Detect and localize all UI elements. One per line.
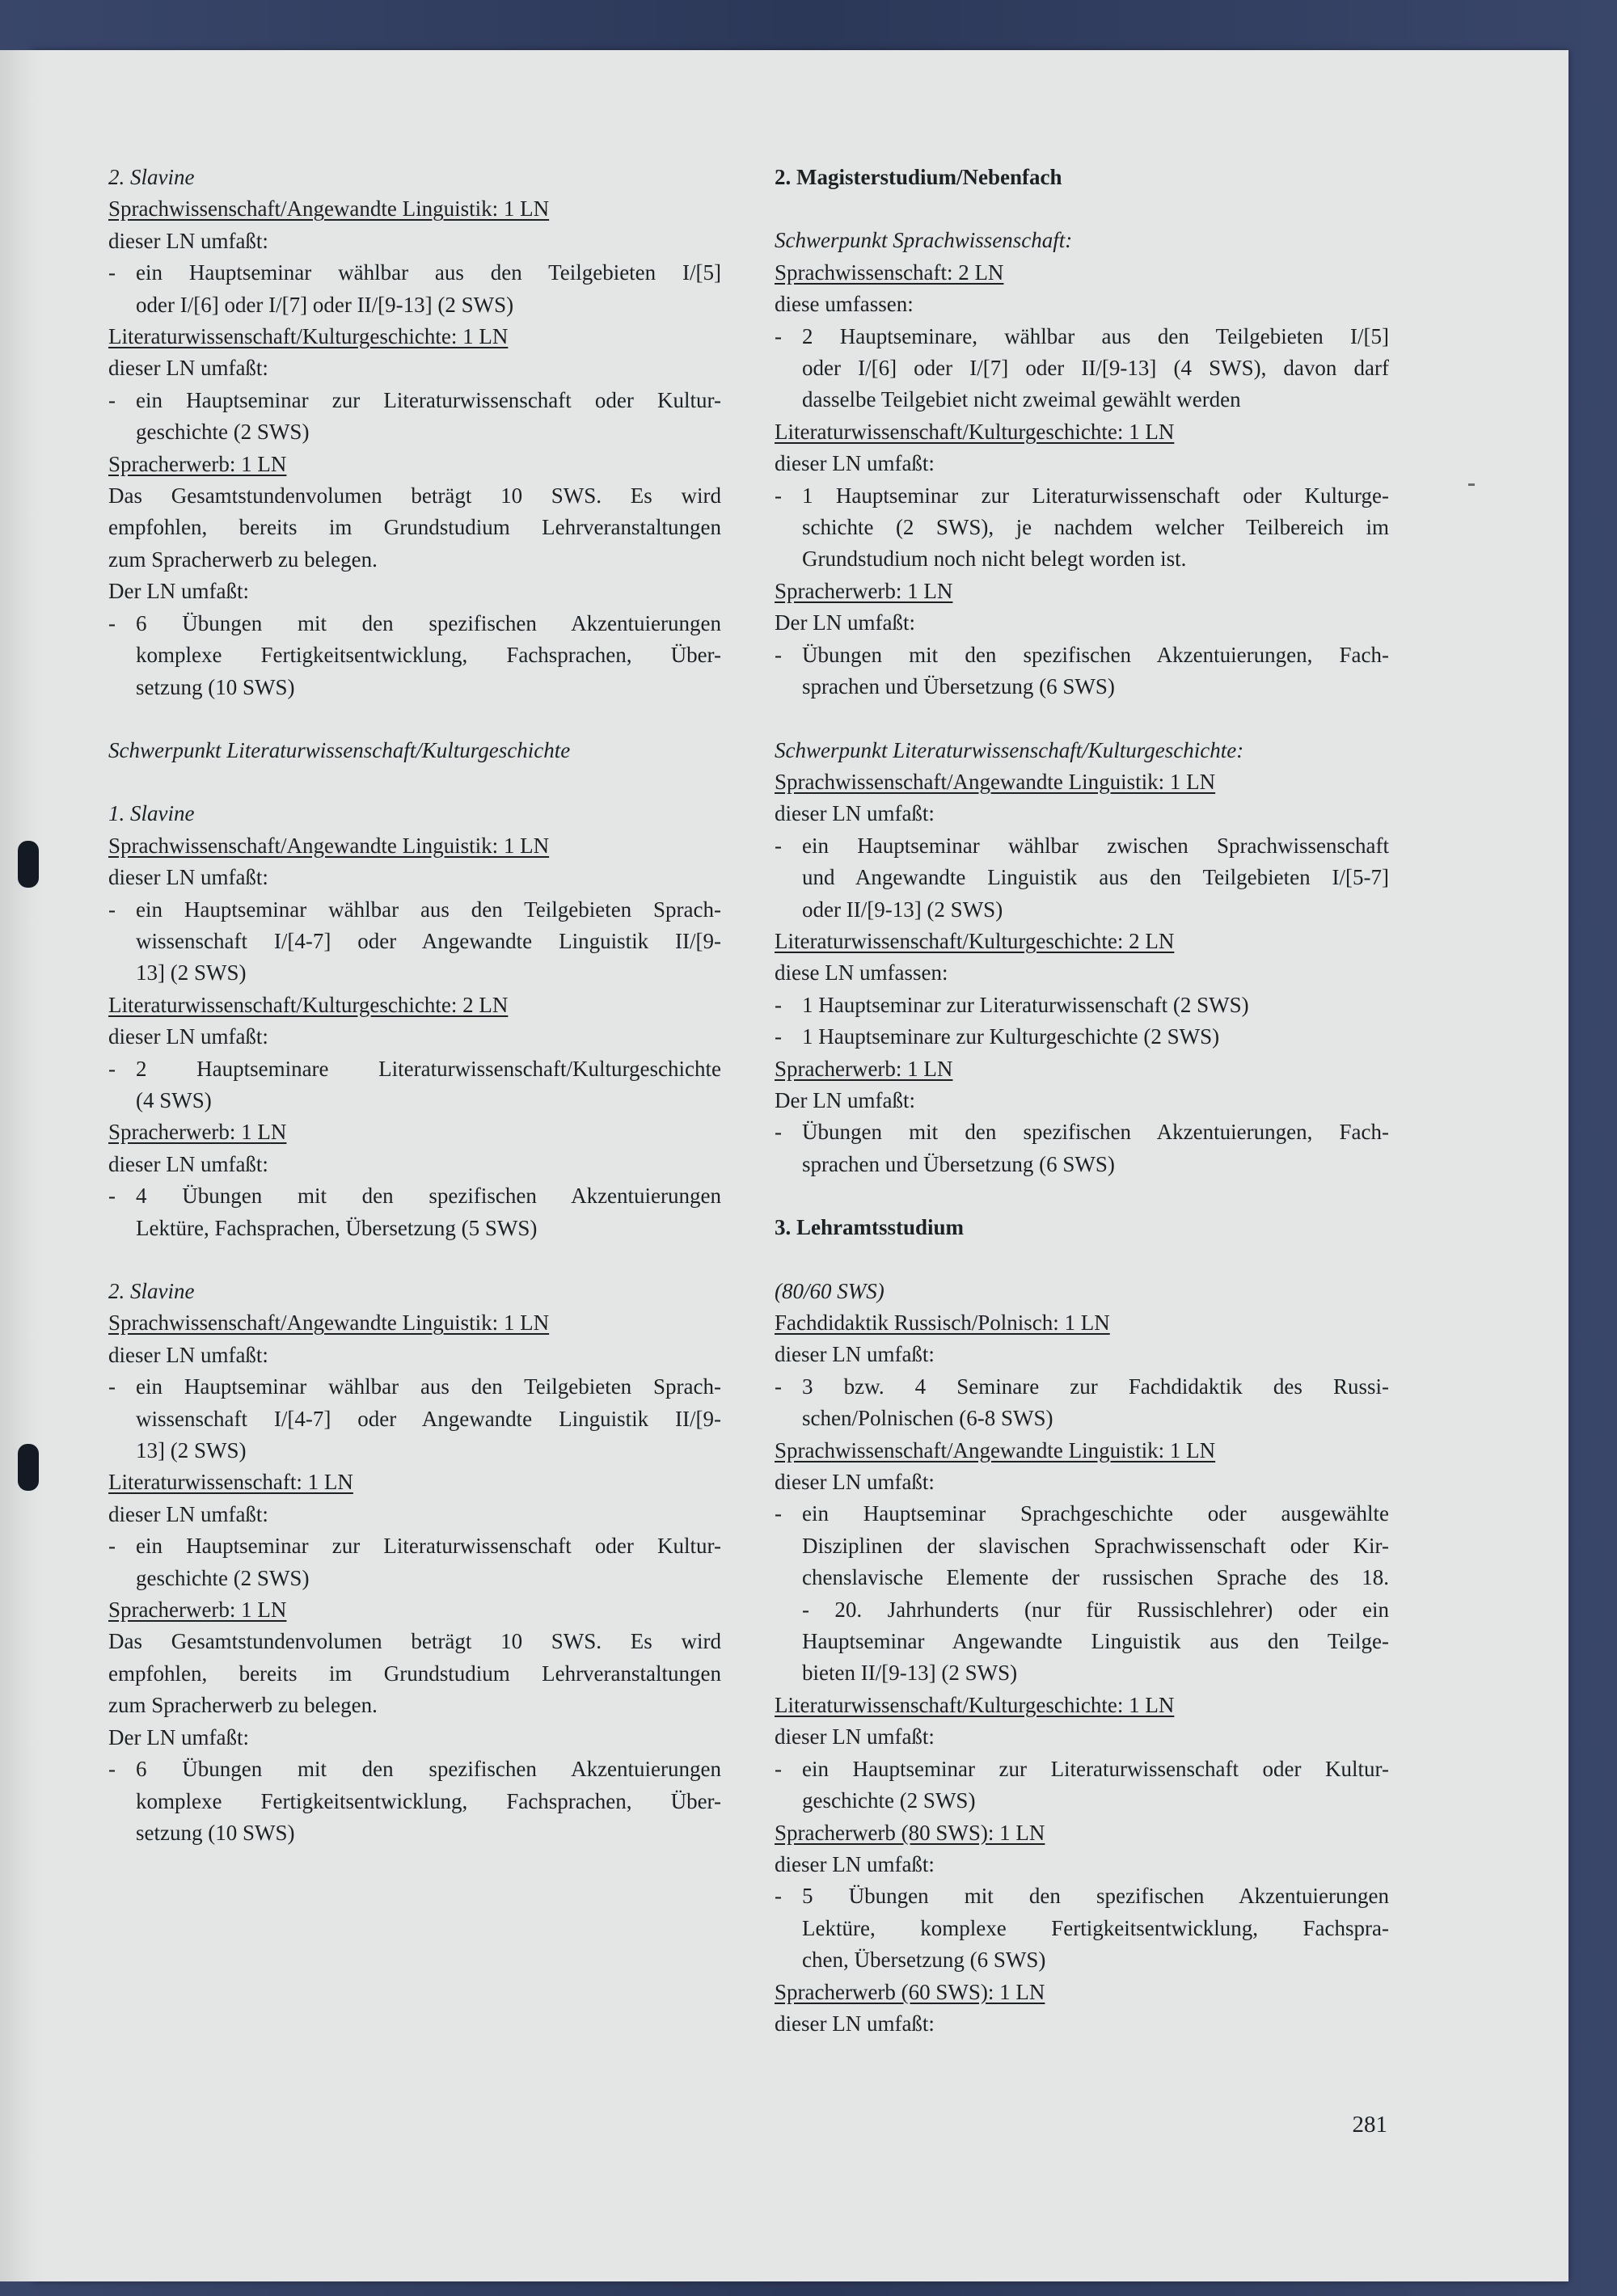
requirement-heading: Literaturwissenschaft/Kulturgeschichte: 1 LN — [108, 324, 509, 349]
text-line: Das Gesamtstundenvolumen beträgt 10 SWS. Es wird — [108, 483, 721, 509]
text-line: diese LN umfassen: — [775, 960, 948, 986]
text-line: und Angewandte Linguistik aus den Teilgebieten I/[5-7] — [802, 865, 1389, 890]
text-line: Der LN umfaßt: — [108, 579, 249, 604]
text-line: wissenschaft I/[4-7] oder Angewandte Linguistik II/[9- — [136, 1406, 721, 1431]
section-heading: Schwerpunkt Literaturwissenschaft/Kulturgeschichte — [108, 737, 571, 762]
requirement-heading: Sprachwissenschaft: 2 LN — [775, 260, 1004, 285]
text-line: dieser LN umfaßt: — [108, 1151, 268, 1176]
text-line: Der LN umfaßt: — [775, 610, 915, 635]
text-line: dieser LN umfaßt: — [108, 356, 268, 381]
text-line: Grundstudium noch nicht belegt worden ist. — [802, 547, 1187, 572]
list-item — [775, 1754, 1389, 1817]
text-line: dieser LN umfaßt: — [775, 1470, 935, 1495]
list-item — [775, 1021, 1389, 1053]
page-number: 281 — [1352, 2112, 1387, 2138]
text-line: dieser LN umfaßt: — [108, 1024, 268, 1049]
text-line: komplexe Fertigkeitsentwicklung, Fachsprachen, Über- — [136, 1788, 721, 1813]
requirement-heading: Literaturwissenschaft/Kulturgeschichte: 2 LN — [775, 928, 1175, 953]
section-gap — [775, 193, 1389, 225]
text-line: - Übungen mit den spezifischen Akzentuierungen, Fach- — [802, 642, 1389, 667]
text-line: - 6 Übungen mit den spezifischen Akzentuierungen — [136, 1757, 721, 1782]
text-line: - 1 Hauptseminar zur Literaturwissenschaft oder Kulturge- — [802, 483, 1389, 508]
requirement-heading: Sprachwissenschaft/Angewandte Linguistik: 1 LN — [775, 1437, 1216, 1462]
text-line: zum Spracherwerb zu belegen. — [108, 1693, 378, 1718]
text-line: - ein Hauptseminar wählbar aus den Teilgebieten Sprach- — [136, 1374, 721, 1399]
text-line: bieten II/[9-13] (2 SWS) — [802, 1661, 1018, 1686]
section-gap — [775, 703, 1389, 735]
paragraph — [108, 1626, 721, 1721]
text-line: dieser LN umfaßt: — [775, 1851, 935, 1876]
text-line: dieser LN umfaßt: — [775, 1342, 935, 1367]
text-line: dieser LN umfaßt: — [108, 1501, 268, 1526]
section-gap — [108, 703, 721, 735]
text-line: - Übungen mit den spezifischen Akzentuierungen, Fach- — [802, 1120, 1389, 1145]
binding-gutter — [0, 50, 45, 2281]
requirement-heading: Sprachwissenschaft/Angewandte Linguistik: 1 LN — [775, 769, 1216, 794]
text-line: setzung (10 SWS) — [136, 1820, 295, 1845]
list-item — [775, 1880, 1389, 1976]
list-item — [108, 1053, 721, 1117]
list-item — [775, 1116, 1389, 1180]
requirement-heading: Spracherwerb: 1 LN — [108, 1120, 287, 1145]
requirement-heading: Literaturwissenschaft/Kulturgeschichte: 1 LN — [775, 419, 1175, 444]
text-line: - 6 Übungen mit den spezifischen Akzentuierungen — [136, 610, 721, 635]
text-line: geschichte (2 SWS) — [136, 420, 310, 445]
text-line: sprachen und Übersetzung (6 SWS) — [802, 1151, 1115, 1176]
text-line: setzung (10 SWS) — [136, 674, 295, 699]
text-line: schichte (2 SWS), je nachdem welcher Teilbereich im — [802, 515, 1389, 540]
text-line: - 20. Jahrhunderts (nur für Russischlehrer) oder ein — [802, 1597, 1389, 1622]
requirement-heading: Literaturwissenschaft: 1 LN — [108, 1470, 353, 1495]
text-line: sprachen und Übersetzung (6 SWS) — [802, 674, 1115, 699]
text-line: - ein Hauptseminar zur Literaturwissenschaft oder Kultur- — [136, 1534, 721, 1559]
text-line: dieser LN umfaßt: — [108, 228, 268, 253]
section-heading: 2. Slavine — [108, 165, 195, 189]
requirement-heading: Spracherwerb (80 SWS): 1 LN — [775, 1820, 1045, 1845]
pencil-mark — [1468, 483, 1475, 486]
punch-hole — [18, 1444, 39, 1491]
section-heading: 2. Slavine — [108, 1279, 195, 1303]
text-line: geschichte (2 SWS) — [802, 1788, 976, 1813]
text-line: Lektüre, Fachsprachen, Übersetzung (5 SWS) — [136, 1215, 538, 1240]
text-line: geschichte (2 SWS) — [136, 1565, 310, 1590]
requirement-heading: Sprachwissenschaft/Angewandte Linguistik: 1 LN — [108, 196, 550, 222]
text-line: - 3 bzw. 4 Seminare zur Fachdidaktik des Russi- — [802, 1374, 1389, 1399]
list-item — [108, 385, 721, 449]
section-title: 2. Magisterstudium/Nebenfach — [775, 165, 1062, 189]
requirement-heading: Fachdidaktik Russisch/Polnisch: 1 LN — [775, 1310, 1110, 1335]
text-line: - ein Hauptseminar wählbar aus den Teilgebieten Sprach- — [136, 897, 721, 922]
requirement-heading: Spracherwerb: 1 LN — [775, 1056, 953, 1081]
text-line: dieser LN umfaßt: — [775, 2011, 935, 2036]
text-line: diese umfassen: — [775, 292, 914, 317]
list-item — [108, 257, 721, 321]
text-line: - 5 Übungen mit den spezifischen Akzentuierungen — [802, 1884, 1389, 1909]
text-line: - 1 Hauptseminar zur Literaturwissenschaft (2 SWS) — [802, 992, 1249, 1017]
text-line: Der LN umfaßt: — [108, 1724, 249, 1749]
section-gap — [775, 1244, 1389, 1276]
text-line: Disziplinen der slavischen Sprachwissenschaft oder Kir- — [802, 1533, 1389, 1558]
text-line: - 2 Hauptseminare Literaturwissenschaft/Kulturgeschichte — [136, 1056, 721, 1081]
section-heading: (80/60 SWS) — [775, 1278, 884, 1303]
list-item — [775, 639, 1389, 703]
text-line: Das Gesamtstundenvolumen beträgt 10 SWS. Es wird — [108, 1629, 721, 1654]
text-line: dieser LN umfaßt: — [108, 865, 268, 890]
requirement-heading: Spracherwerb: 1 LN — [108, 451, 287, 476]
text-line: - ein Hauptseminar wählbar zwischen Sprachwissenschaft — [802, 833, 1389, 858]
text-line: oder I/[6] oder I/[7] oder II/[9-13] (4 SWS), davon darf — [802, 356, 1389, 381]
punch-hole — [18, 841, 39, 888]
section-title: 3. Lehramtsstudium — [775, 1215, 965, 1240]
text-line: 13] (2 SWS) — [136, 1438, 247, 1463]
paragraph — [108, 480, 721, 576]
list-item — [775, 830, 1389, 926]
text-line: empfohlen, bereits im Grundstudium Lehrveranstaltungen — [108, 515, 721, 540]
text-line: - ein Hauptseminar zur Literaturwissenschaft oder Kultur- — [136, 387, 721, 412]
list-item — [775, 321, 1389, 416]
text-line: dieser LN umfaßt: — [775, 1724, 935, 1749]
text-line: dieser LN umfaßt: — [108, 1342, 268, 1367]
text-line: empfohlen, bereits im Grundstudium Lehrveranstaltungen — [108, 1661, 721, 1686]
section-heading: Schwerpunkt Literaturwissenschaft/Kulturgeschichte: — [775, 737, 1244, 762]
text-line: chenslavische Elemente der russischen Sprache des 18. — [802, 1565, 1389, 1590]
text-line: - ein Hauptseminar wählbar aus den Teilgebieten I/[5] — [136, 260, 721, 285]
text-line: - ein Hauptseminar Sprachgeschichte oder ausgewählte — [802, 1501, 1389, 1526]
requirement-heading: Literaturwissenschaft/Kulturgeschichte: 2 LN — [108, 992, 509, 1017]
text-line: Hauptseminar Angewandte Linguistik aus den Teilge- — [802, 1629, 1389, 1654]
list-item — [108, 1530, 721, 1594]
section-gap — [108, 766, 721, 798]
text-line: - ein Hauptseminar zur Literaturwissenschaft oder Kultur- — [802, 1756, 1389, 1781]
list-item — [108, 1180, 721, 1244]
text-line: dasselbe Teilgebiet nicht zweimal gewählt werden — [802, 387, 1241, 412]
list-item — [108, 894, 721, 990]
text-line: komplexe Fertigkeitsentwicklung, Fachsprachen, Über- — [136, 643, 721, 668]
list-item — [108, 608, 721, 703]
section-gap — [108, 1244, 721, 1276]
list-item — [775, 1498, 1389, 1689]
text-line: dieser LN umfaßt: — [775, 451, 935, 476]
section-gap — [775, 1180, 1389, 1212]
text-line: zum Spracherwerb zu belegen. — [108, 547, 378, 572]
list-item — [775, 480, 1389, 576]
text-line: (4 SWS) — [136, 1087, 212, 1112]
requirement-heading: Spracherwerb: 1 LN — [775, 578, 953, 603]
list-item — [775, 1371, 1389, 1435]
text-line: schen/Polnischen (6-8 SWS) — [802, 1406, 1053, 1431]
text-line: - 1 Hauptseminare zur Kulturgeschichte (2 SWS) — [802, 1024, 1220, 1049]
requirement-heading: Sprachwissenschaft/Angewandte Linguistik: 1 LN — [108, 833, 550, 858]
section-heading: Schwerpunkt Sprachwissenschaft: — [775, 228, 1073, 253]
list-item — [775, 990, 1389, 1021]
text-line: - 4 Übungen mit den spezifischen Akzentuierungen — [136, 1184, 721, 1209]
text-line: - 2 Hauptseminare, wählbar aus den Teilgebieten I/[5] — [802, 323, 1389, 348]
requirement-heading: Spracherwerb: 1 LN — [108, 1597, 287, 1623]
left-column — [108, 162, 721, 1849]
requirement-heading: Sprachwissenschaft/Angewandte Linguistik: 1 LN — [108, 1310, 550, 1336]
text-line: oder II/[9-13] (2 SWS) — [802, 897, 1003, 922]
requirement-heading: Spracherwerb (60 SWS): 1 LN — [775, 1979, 1045, 2004]
text-line: dieser LN umfaßt: — [775, 801, 935, 826]
list-item — [108, 1371, 721, 1467]
text-line: wissenschaft I/[4-7] oder Angewandte Linguistik II/[9- — [136, 928, 721, 953]
section-heading: 1. Slavine — [108, 801, 195, 826]
text-line: 13] (2 SWS) — [136, 960, 247, 986]
text-line: Der LN umfaßt: — [775, 1087, 915, 1112]
list-item — [108, 1754, 721, 1849]
text-line: chen, Übersetzung (6 SWS) — [802, 1948, 1046, 1973]
text-line: oder I/[6] oder I/[7] oder II/[9-13] (2 SWS) — [136, 292, 514, 317]
requirement-heading: Literaturwissenschaft/Kulturgeschichte: 1 LN — [775, 1692, 1175, 1717]
text-line: Lektüre, komplexe Fertigkeitsentwicklung, Fachspra- — [802, 1915, 1389, 1940]
right-column — [775, 162, 1389, 2040]
